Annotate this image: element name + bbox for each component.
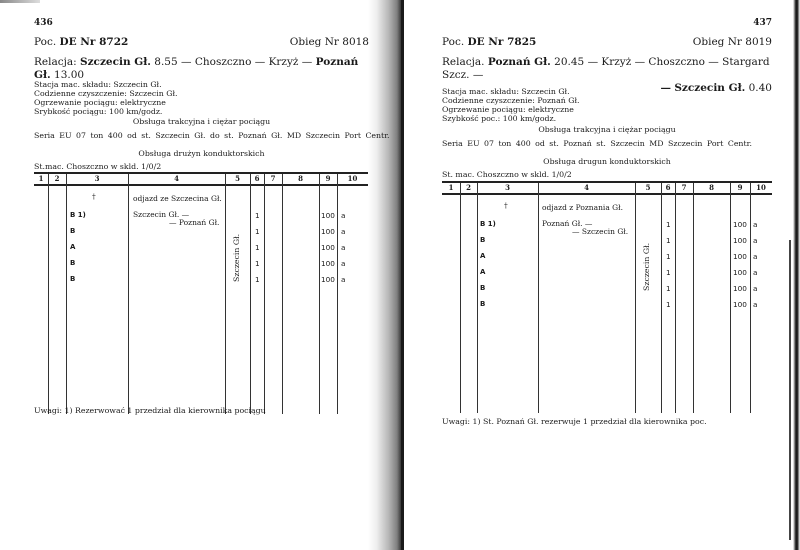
info-line: Codzienne czyszczenie: Szczecin Gł. xyxy=(34,89,178,98)
col-divider xyxy=(337,174,338,414)
train-designation xyxy=(34,36,128,48)
col5-station: Szczecin Gł. xyxy=(642,242,651,291)
info-line: Stacja mac. składu: Szczecin Gł. xyxy=(442,87,570,96)
row-mark: a xyxy=(341,243,346,252)
row-class: B xyxy=(480,236,486,244)
relation-dep-time: 8.55 xyxy=(154,56,178,68)
row-capacity: 100 xyxy=(733,220,747,229)
row-count: 1 xyxy=(666,284,671,293)
col-divider xyxy=(693,183,694,413)
route-line-2: — Poznań Gł. xyxy=(169,218,220,227)
col-header: 8 xyxy=(709,183,714,192)
route-line-1: Szczecin Gł. — xyxy=(133,210,190,219)
col-header: 4 xyxy=(584,183,589,192)
col-header: 2 xyxy=(54,174,60,183)
row-capacity: 100 xyxy=(321,275,335,284)
row-mark: a xyxy=(753,284,758,293)
row-mark: a xyxy=(341,259,346,268)
row-class: A xyxy=(480,268,486,276)
train-id: DE Nr 8722 xyxy=(59,36,129,48)
col-header: 8 xyxy=(298,174,303,183)
row-capacity: 100 xyxy=(733,236,747,245)
row-capacity: 100 xyxy=(733,284,747,293)
col-header: 1 xyxy=(448,183,454,192)
right-page xyxy=(442,0,772,550)
info-line: Srybkość pociągu: 100 km/godz. xyxy=(34,107,163,116)
consist-table xyxy=(34,172,368,414)
relation-to: Szczecin Gł. xyxy=(674,82,746,94)
row-class: B xyxy=(480,284,486,292)
train-info xyxy=(34,80,177,116)
col-header: 5 xyxy=(235,174,240,183)
row-count: 1 xyxy=(255,275,260,284)
table-header-rule xyxy=(442,193,772,195)
col-header: 6 xyxy=(254,174,260,183)
crew-station: St.mac. Choszczno w skld. 1/0/2 xyxy=(34,162,162,171)
row-mark: a xyxy=(753,236,758,245)
col-divider xyxy=(661,183,662,413)
dagger-mark: † xyxy=(504,201,508,210)
page-number: 437 xyxy=(753,18,772,28)
row-class: A xyxy=(70,243,76,251)
crew-station: St. mac. Choszczno w skld. 1/0/2 xyxy=(442,170,572,179)
col-header: 9 xyxy=(325,174,331,183)
col-header: 3 xyxy=(505,183,510,192)
col-header: 1 xyxy=(38,174,44,183)
info-line: Codzienne czyszczenie: Poznań Gł. xyxy=(442,96,580,105)
row-count: 1 xyxy=(666,252,671,261)
col-header: 10 xyxy=(347,174,358,183)
row-capacity: 100 xyxy=(321,227,335,236)
row-mark: a xyxy=(341,275,346,284)
row-class: A xyxy=(480,252,486,260)
crew-title: Obsługa drugun konduktorskich xyxy=(543,157,671,166)
col-header: 7 xyxy=(270,174,276,183)
col-divider xyxy=(225,174,226,414)
col-header: 6 xyxy=(665,183,671,192)
row-capacity: 100 xyxy=(321,259,335,268)
left-page xyxy=(34,0,390,550)
row-count: 1 xyxy=(666,300,671,309)
table-header-rule xyxy=(34,184,368,186)
right-page-edge-inner xyxy=(789,240,791,540)
row-count: 1 xyxy=(666,220,671,229)
train-prefix: Poc. xyxy=(442,36,465,48)
col-header: 2 xyxy=(466,183,471,192)
col-divider xyxy=(460,183,461,413)
traction-title: Obsługa trakcyjna i ciężar pociągu xyxy=(538,125,676,134)
row-capacity: 100 xyxy=(321,211,335,220)
row-capacity: 100 xyxy=(733,268,747,277)
row-count: 1 xyxy=(255,211,260,220)
row-class: B xyxy=(70,259,76,267)
row-mark: a xyxy=(341,227,346,236)
info-line: Ogrzewanie pociągu: elektryczne xyxy=(34,98,166,107)
crew-title: Obsługa drużyn konduktorskich xyxy=(138,149,265,158)
route-line-2: — Szczecin Gł. xyxy=(572,227,629,236)
col-header: 10 xyxy=(756,183,766,192)
relation-label: Relacja: xyxy=(34,56,77,68)
dagger-mark: † xyxy=(92,192,96,201)
relation-dep-time: 20.45 xyxy=(554,56,585,68)
train-id: DE Nr 7825 xyxy=(467,36,537,48)
train-designation xyxy=(442,36,536,48)
relation-arr-time: 0.40 xyxy=(748,82,772,94)
col-divider xyxy=(319,174,320,414)
col-header: 5 xyxy=(645,183,651,192)
col-divider xyxy=(48,174,49,414)
col-divider xyxy=(635,183,636,413)
train-prefix: Poc. xyxy=(34,36,57,48)
info-line: Stacja mac. składu: Szczecin Gł. xyxy=(34,80,162,89)
traction-text: Seria EU 07 ton 400 od st. Poznań st. Szczecin MD Szczecin Port Centr. xyxy=(442,139,752,148)
row-capacity: 100 xyxy=(733,252,747,261)
relation-from: Poznań Gł. xyxy=(487,56,551,68)
row-class: B 1) xyxy=(70,211,86,219)
row-mark: a xyxy=(753,268,758,277)
row-mark: a xyxy=(753,252,758,261)
traction-text: Seria EU 07 ton 400 od st. Szczecin Gł. do st. Poznań Gł. MD Szczecin Port Centr. xyxy=(34,131,390,140)
gutter-edge xyxy=(401,0,404,550)
obieg-number: Obieg Nr 8018 xyxy=(289,36,369,48)
relation-from: Szczecin Gł. xyxy=(80,56,151,68)
relation-arr-time: 13.00 xyxy=(54,69,85,81)
relation-via: — Krzyż — Choszczno — Stargard Szcz. — xyxy=(442,56,770,81)
col-divider xyxy=(730,183,731,413)
right-page-edge xyxy=(793,0,800,550)
row-count: 1 xyxy=(255,243,260,252)
info-line: Szybkość poc.: 100 km/godz. xyxy=(442,114,557,123)
col-header: 7 xyxy=(681,183,687,192)
col-header: 3 xyxy=(94,174,100,183)
row-count: 1 xyxy=(255,259,260,268)
remarks: Uwagi: 1) St. Poznań Gł. rezerwuje 1 przedział dla kierownika poc. xyxy=(442,417,707,426)
col-divider xyxy=(128,174,129,414)
row-mark: a xyxy=(753,300,758,309)
col-divider xyxy=(264,174,265,414)
row-count: 1 xyxy=(666,268,671,277)
train-relation xyxy=(34,56,369,82)
col5-station: Szczecin Gł. xyxy=(232,233,241,282)
col-divider xyxy=(477,183,478,413)
obieg-number: Obieg Nr 8019 xyxy=(692,36,772,48)
row-capacity: 100 xyxy=(321,243,335,252)
remarks: Uwagi: 1) Rezerwować 1 przedział dla kierownika pociągu xyxy=(34,406,266,415)
col-divider xyxy=(538,183,539,413)
col-divider xyxy=(66,174,67,414)
relation-label: Relacja. xyxy=(442,56,485,68)
row-class: B xyxy=(480,300,486,308)
relation-via: — Choszczno — Krzyż — xyxy=(181,56,313,68)
book-gutter xyxy=(368,0,402,550)
departure-note: odjazd ze Szczecina Gł. xyxy=(133,194,222,203)
train-info xyxy=(442,87,579,123)
col-header: 4 xyxy=(174,174,179,183)
col-divider xyxy=(675,183,676,413)
row-mark: a xyxy=(753,220,758,229)
row-capacity: 100 xyxy=(733,300,747,309)
row-class: B xyxy=(70,227,76,235)
col-header: 9 xyxy=(737,183,743,192)
col-divider xyxy=(750,183,751,413)
route-line-1: Poznań Gł. — xyxy=(542,219,593,228)
col-divider xyxy=(282,174,283,414)
traction-title: Obsługa trakcyjna i ciężar pociągu xyxy=(132,117,271,126)
info-line: Ogrzewanie pociągu: elektryczne xyxy=(442,105,574,114)
consist-table xyxy=(442,181,772,413)
page-number: 436 xyxy=(34,18,53,28)
row-class: B 1) xyxy=(480,220,496,228)
col-divider xyxy=(250,174,251,414)
departure-note: odjazd z Poznania Gł. xyxy=(542,203,623,212)
row-mark: a xyxy=(341,211,346,220)
relation-dash: — xyxy=(660,82,671,94)
row-count: 1 xyxy=(255,227,260,236)
relation-to: Poznań Gł. xyxy=(34,56,359,81)
row-count: 1 xyxy=(666,236,671,245)
row-class: B xyxy=(70,275,76,283)
